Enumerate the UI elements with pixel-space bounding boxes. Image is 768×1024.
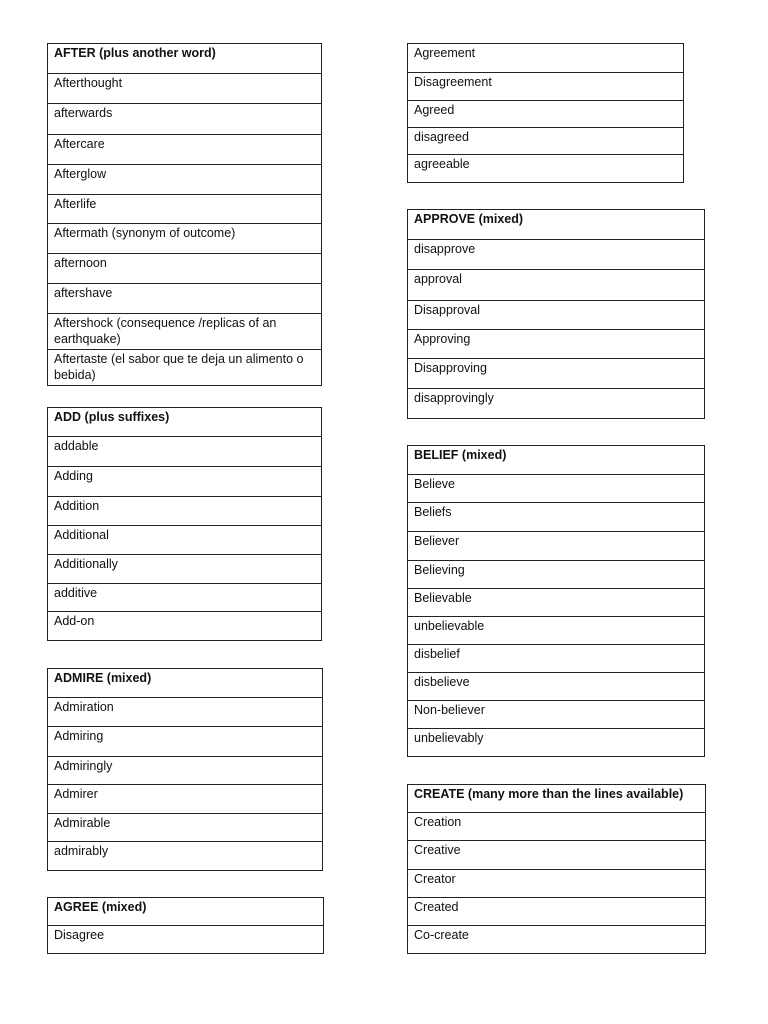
table-agree [47, 897, 324, 954]
table-cell: Believer [408, 532, 705, 561]
table-cell: additive [48, 584, 322, 612]
table-cell: Afterglow [48, 165, 322, 195]
table-cell: Disapproving [408, 359, 705, 389]
table-cell: Creator [408, 870, 706, 898]
table-cell: Co-create [408, 926, 706, 954]
table-header: APPROVE (mixed) [408, 210, 705, 240]
table-header: ADMIRE (mixed) [48, 669, 323, 698]
table-header: CREATE (many more than the lines available) [408, 785, 706, 813]
table-cell: Disagree [48, 926, 324, 954]
table-header: AGREE (mixed) [48, 898, 324, 926]
table-cell: disbelieve [408, 673, 705, 701]
table-cell: Additionally [48, 555, 322, 584]
table-cell: Adding [48, 467, 322, 497]
table-cell: admirably [48, 842, 323, 871]
table-cell: Admiration [48, 698, 323, 727]
table-cell: Agreement [408, 44, 684, 73]
table-cell: disapprovingly [408, 389, 705, 419]
table-agreement [407, 43, 684, 183]
table-cell: Believable [408, 589, 705, 617]
table-cell: Agreed [408, 101, 684, 128]
table-cell: agreeable [408, 155, 684, 183]
table-cell: Disapproval [408, 301, 705, 330]
table-belief [407, 445, 705, 757]
table-after [47, 43, 322, 386]
table-cell: Aftercare [48, 135, 322, 165]
table-cell: Aftermath (synonym of outcome) [48, 224, 322, 254]
table-cell: Non-believer [408, 701, 705, 729]
table-cell: Disagreement [408, 73, 684, 101]
table-cell: Believe [408, 475, 705, 503]
table-header: AFTER (plus another word) [48, 44, 322, 74]
table-cell: Admiring [48, 727, 323, 757]
table-cell: Addition [48, 497, 322, 526]
table-cell: Additional [48, 526, 322, 555]
table-cell: approval [408, 270, 705, 301]
table-cell: disbelief [408, 645, 705, 673]
table-cell: afternoon [48, 254, 322, 284]
table-cell: Believing [408, 561, 705, 589]
table-approve [407, 209, 705, 419]
table-cell: Approving [408, 330, 705, 359]
table-cell: Admirer [48, 785, 323, 814]
table-cell: Afterlife [48, 195, 322, 224]
table-admire [47, 668, 323, 871]
table-cell: Aftershock (consequence /replicas of an earthquake) [48, 314, 322, 350]
table-cell: Beliefs [408, 503, 705, 532]
table-cell: Admirable [48, 814, 323, 842]
table-header: BELIEF (mixed) [408, 446, 705, 475]
table-cell: Creative [408, 841, 706, 870]
table-cell: aftershave [48, 284, 322, 314]
table-header: ADD (plus suffixes) [48, 408, 322, 437]
table-add [47, 407, 322, 641]
table-cell: Aftertaste (el sabor que te deja un alimento o bebida) [48, 350, 322, 386]
table-cell: Afterthought [48, 74, 322, 104]
table-cell: Add-on [48, 612, 322, 641]
table-cell: Admiringly [48, 757, 323, 785]
table-cell: Created [408, 898, 706, 926]
table-create [407, 784, 706, 954]
table-cell: disapprove [408, 240, 705, 270]
table-cell: Creation [408, 813, 706, 841]
table-cell: unbelievable [408, 617, 705, 645]
table-cell: unbelievably [408, 729, 705, 757]
table-cell: afterwards [48, 104, 322, 135]
table-cell: disagreed [408, 128, 684, 155]
table-cell: addable [48, 437, 322, 467]
